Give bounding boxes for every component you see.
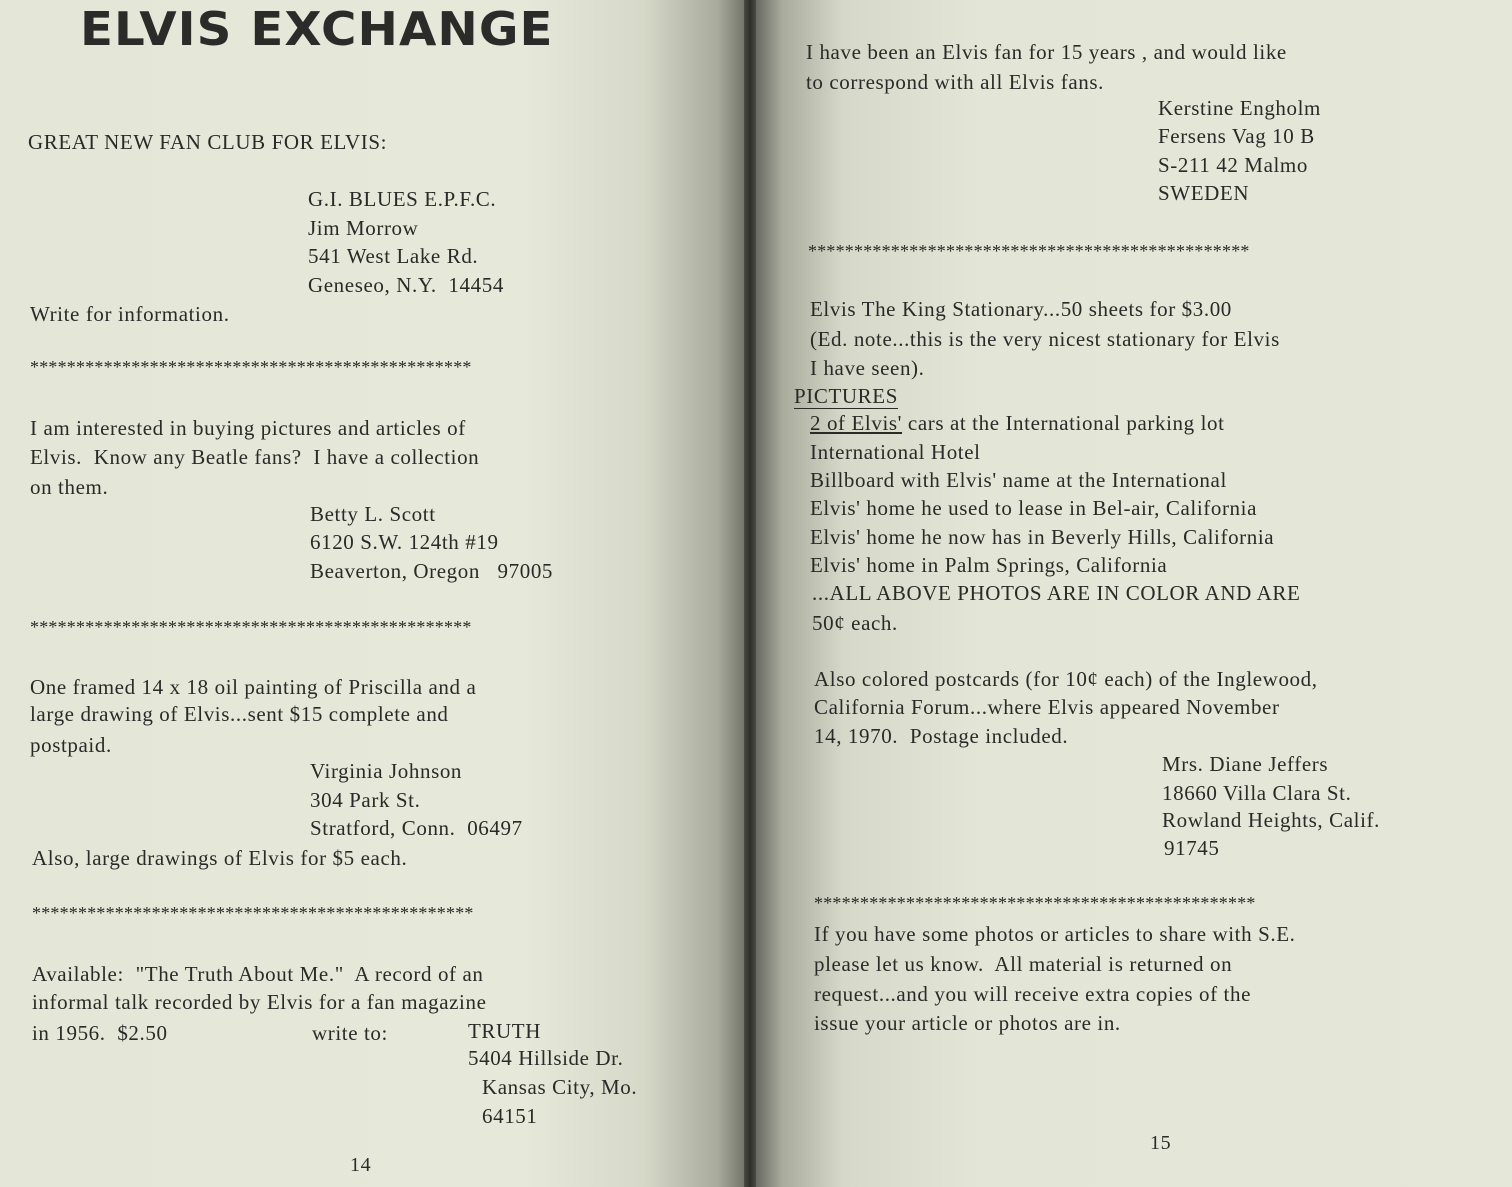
intro-address-line: Fersens Vag 10 B xyxy=(1158,124,1315,148)
page-title: ELVIS EXCHANGE xyxy=(80,2,554,56)
postcards-line: 14, 1970. Postage included. xyxy=(814,724,1069,748)
pictures-line: ...ALL ABOVE PHOTOS ARE IN COLOR AND ARE xyxy=(812,581,1301,605)
pictures-line: Elvis' home he used to lease in Bel-air, California xyxy=(810,496,1258,520)
stationary-line: (Ed. note...this is the very nicest stationary for Elvis xyxy=(810,327,1280,351)
intro-address-line: SWEDEN xyxy=(1158,181,1250,205)
right-page xyxy=(752,0,1512,1187)
ad-text-line: I am interested in buying pictures and articles of xyxy=(30,416,466,440)
pictures-line: Elvis' home in Palm Springs, California xyxy=(810,553,1168,577)
intro-line: to correspond with all Elvis fans. xyxy=(806,70,1105,94)
postcards-line: California Forum...where Elvis appeared November xyxy=(814,695,1280,719)
pictures-first-rest: cars at the International parking lot xyxy=(902,411,1225,435)
pictures-first-underlined: 2 of Elvis' xyxy=(810,411,903,435)
ad-text-line: on them. xyxy=(30,475,109,499)
left-page xyxy=(0,0,748,1187)
share-line: please let us know. All material is returned on xyxy=(814,952,1233,976)
club-address-line: G.I. BLUES E.P.F.C. xyxy=(308,187,497,211)
ad-address-line: 64151 xyxy=(482,1104,538,1128)
pictures-line: Billboard with Elvis' name at the International xyxy=(810,468,1227,492)
ad-address-line: Kansas City, Mo. xyxy=(482,1075,638,1099)
stationary-line: I have seen). xyxy=(810,356,925,380)
ad-text-line: Elvis. Know any Beatle fans? I have a collection xyxy=(30,445,480,469)
ad-text-line: One framed 14 x 18 oil painting of Priscilla and a xyxy=(30,675,477,699)
share-line: If you have some photos or articles to share with S.E. xyxy=(814,922,1296,946)
ad-address-line: Virginia Johnson xyxy=(310,759,463,783)
ad-address-line: Beaverton, Oregon 97005 xyxy=(310,559,554,583)
postcards-address-line: Mrs. Diane Jeffers xyxy=(1162,752,1329,776)
club-address-line: Jim Morrow xyxy=(308,216,419,240)
ad-note: Also, large drawings of Elvis for $5 each. xyxy=(32,846,408,870)
club-address-line: Geneseo, N.Y. 14454 xyxy=(308,273,504,297)
ad-address-line: 6120 S.W. 124th #19 xyxy=(310,530,499,554)
separator: ************************************************ xyxy=(30,357,472,377)
club-address-line: 541 West Lake Rd. xyxy=(308,244,479,268)
postcards-address-line: 91745 xyxy=(1164,836,1220,860)
club-heading: GREAT NEW FAN CLUB FOR ELVIS: xyxy=(28,130,388,154)
page-number: 14 xyxy=(350,1154,372,1176)
separator: ************************************************ xyxy=(808,241,1250,261)
ad-text-line: informal talk recorded by Elvis for a fan magazine xyxy=(32,990,487,1014)
ad-text-line: in 1956. $2.50 xyxy=(32,1021,168,1045)
separator: ************************************************ xyxy=(32,903,474,923)
separator: ************************************************ xyxy=(814,893,1256,913)
ad-address-line: TRUTH xyxy=(468,1019,541,1043)
pictures-line: International Hotel xyxy=(810,440,981,464)
club-note: Write for information. xyxy=(30,302,230,326)
page-number: 15 xyxy=(1150,1132,1172,1154)
stationary-line: Elvis The King Stationary...50 sheets for $3.00 xyxy=(810,297,1232,321)
pictures-line xyxy=(810,413,1225,434)
intro-address-line: Kerstine Engholm xyxy=(1158,96,1321,120)
write-to-label: write to: xyxy=(312,1021,388,1045)
ad-address-line: 5404 Hillside Dr. xyxy=(468,1046,624,1070)
pictures-heading: PICTURES xyxy=(794,384,898,408)
intro-address-line: S-211 42 Malmo xyxy=(1158,153,1308,177)
share-line: issue your article or photos are in. xyxy=(814,1011,1121,1035)
ad-text-line: large drawing of Elvis...sent $15 complete and xyxy=(30,702,449,726)
ad-text-line: Available: "The Truth About Me." A record of an xyxy=(32,962,484,986)
share-line: request...and you will receive extra copies of the xyxy=(814,982,1252,1006)
postcards-address-line: Rowland Heights, Calif. xyxy=(1162,808,1380,832)
ad-address-line: 304 Park St. xyxy=(310,788,421,812)
postcards-address-line: 18660 Villa Clara St. xyxy=(1162,781,1352,805)
postcards-line: Also colored postcards (for 10¢ each) of the Inglewood, xyxy=(814,667,1318,691)
ad-address-line: Betty L. Scott xyxy=(310,502,436,526)
intro-line: I have been an Elvis fan for 15 years , and would like xyxy=(806,40,1287,64)
separator: ************************************************ xyxy=(30,617,472,637)
pictures-line: 50¢ each. xyxy=(812,611,898,635)
ad-text-line: postpaid. xyxy=(30,733,112,757)
pictures-line: Elvis' home he now has in Beverly Hills, California xyxy=(810,525,1275,549)
book-gutter xyxy=(744,0,756,1187)
ad-address-line: Stratford, Conn. 06497 xyxy=(310,816,523,840)
